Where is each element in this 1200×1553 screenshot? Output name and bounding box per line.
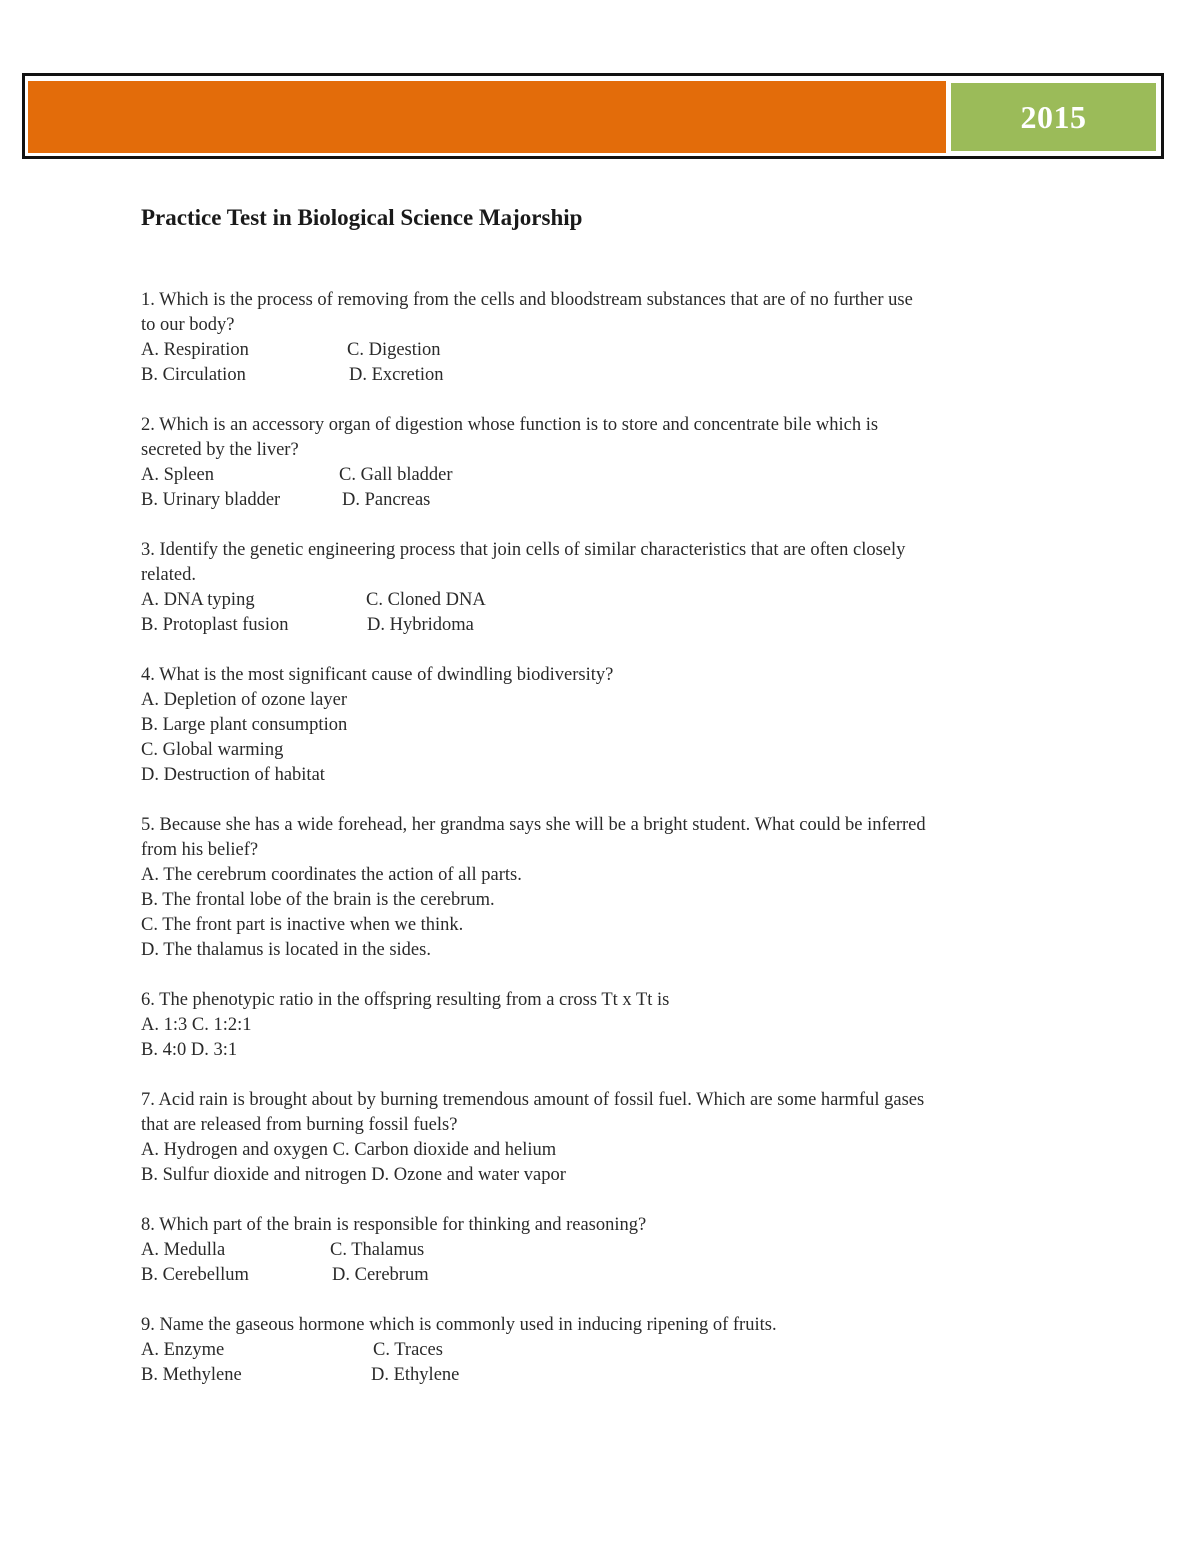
option-b: B. Circulation bbox=[141, 365, 246, 385]
question-text-continued: from his belief? bbox=[141, 840, 259, 860]
question-9-line-1 bbox=[141, 1313, 1071, 1338]
option-row bbox=[141, 463, 1071, 488]
option-row bbox=[141, 1138, 1071, 1163]
question-number: 1. bbox=[141, 290, 155, 310]
question-6 bbox=[141, 988, 1071, 1063]
option-d: D. Hybridoma bbox=[367, 615, 474, 635]
option-b: B. Large plant consumption bbox=[141, 715, 348, 735]
question-1-line-1 bbox=[141, 288, 1071, 313]
option-b-d: B. 4:0 D. 3:1 bbox=[141, 1040, 238, 1060]
option-c: C. Thalamus bbox=[330, 1240, 425, 1260]
option-c: C. The front part is inactive when we think. bbox=[141, 915, 464, 935]
option-b: B. Cerebellum bbox=[141, 1265, 249, 1285]
question-5 bbox=[141, 813, 1071, 963]
header-orange-band bbox=[28, 81, 946, 153]
question-number: 9. bbox=[141, 1315, 155, 1335]
option-a-c: A. Hydrogen and oxygen C. Carbon dioxide and helium bbox=[141, 1140, 557, 1160]
option-d: D. Excretion bbox=[349, 365, 444, 385]
option-row bbox=[141, 913, 1071, 938]
question-4 bbox=[141, 663, 1071, 788]
question-5-line-1 bbox=[141, 813, 1071, 838]
question-text: Which is the process of removing from the cells and bloodstream substances that are of no further use bbox=[159, 290, 913, 310]
option-a-c: A. 1:3 C. 1:2:1 bbox=[141, 1015, 252, 1035]
option-row bbox=[141, 338, 1071, 363]
option-b: B. Urinary bladder bbox=[141, 490, 281, 510]
option-row bbox=[141, 488, 1071, 513]
option-d: D. Destruction of habitat bbox=[141, 765, 325, 785]
option-b: B. Methylene bbox=[141, 1365, 242, 1385]
option-row bbox=[141, 1363, 1071, 1388]
header-year-box bbox=[949, 81, 1158, 153]
option-c: C. Global warming bbox=[141, 740, 284, 760]
question-number: 7. bbox=[141, 1090, 155, 1110]
option-row bbox=[141, 738, 1071, 763]
question-number: 5. bbox=[141, 815, 155, 835]
question-text-continued: secreted by the liver? bbox=[141, 440, 299, 460]
option-d: D. Cerebrum bbox=[332, 1265, 429, 1285]
question-8-line-1 bbox=[141, 1213, 1071, 1238]
option-row bbox=[141, 888, 1071, 913]
option-b: B. The frontal lobe of the brain is the cerebrum. bbox=[141, 890, 495, 910]
question-text: Because she has a wide forehead, her grandma says she will be a bright student. What could be inferred bbox=[159, 815, 926, 835]
option-row bbox=[141, 1263, 1071, 1288]
option-row bbox=[141, 938, 1071, 963]
option-row bbox=[141, 1038, 1071, 1063]
option-row bbox=[141, 1238, 1071, 1263]
question-text-continued: that are released from burning fossil fuels? bbox=[141, 1115, 458, 1135]
option-a: A. Medulla bbox=[141, 1240, 226, 1260]
question-1 bbox=[141, 288, 1071, 388]
option-c: C. Cloned DNA bbox=[366, 590, 486, 610]
question-2-line-1 bbox=[141, 413, 1071, 438]
question-text: What is the most significant cause of dwindling biodiversity? bbox=[159, 665, 614, 685]
option-b: B. Protoplast fusion bbox=[141, 615, 289, 635]
question-text: Which is an accessory organ of digestion whose function is to store and concentrate bile which is bbox=[159, 415, 879, 435]
header-inner bbox=[28, 81, 1158, 153]
option-a: A. The cerebrum coordinates the action of all parts. bbox=[141, 865, 522, 885]
option-c: C. Digestion bbox=[347, 340, 441, 360]
option-row bbox=[141, 688, 1071, 713]
option-d: D. The thalamus is located in the sides. bbox=[141, 940, 431, 960]
question-number: 4. bbox=[141, 665, 155, 685]
header-banner bbox=[22, 73, 1164, 159]
option-row bbox=[141, 863, 1071, 888]
question-text: Identify the genetic engineering process that join cells of similar characteristics that are often closely bbox=[159, 540, 906, 560]
option-d: D. Pancreas bbox=[342, 490, 431, 510]
page-title: Practice Test in Biological Science Majorship bbox=[141, 205, 583, 230]
option-row bbox=[141, 1163, 1071, 1188]
question-8 bbox=[141, 1213, 1071, 1288]
question-text-continued: related. bbox=[141, 565, 196, 585]
option-b-d: B. Sulfur dioxide and nitrogen D. Ozone and water vapor bbox=[141, 1165, 566, 1185]
question-3 bbox=[141, 538, 1071, 638]
question-text: Acid rain is brought about by burning tremendous amount of fossil fuel. Which are some harmful gases bbox=[158, 1090, 925, 1110]
question-7 bbox=[141, 1088, 1071, 1188]
question-text: The phenotypic ratio in the offspring resulting from a cross Tt x Tt is bbox=[159, 990, 670, 1010]
question-text-continued: to our body? bbox=[141, 315, 235, 335]
question-number: 8. bbox=[141, 1215, 155, 1235]
option-row bbox=[141, 763, 1071, 788]
question-2 bbox=[141, 413, 1071, 513]
question-9 bbox=[141, 1313, 1071, 1388]
question-7-line-1 bbox=[141, 1088, 1071, 1113]
option-d: D. Ethylene bbox=[371, 1365, 460, 1385]
document-body bbox=[141, 200, 1071, 1413]
option-a: A. Enzyme bbox=[141, 1340, 225, 1360]
question-6-line-1 bbox=[141, 988, 1071, 1013]
option-row bbox=[141, 713, 1071, 738]
question-text: Which part of the brain is responsible for thinking and reasoning? bbox=[159, 1215, 647, 1235]
option-row bbox=[141, 588, 1071, 613]
question-4-line-1 bbox=[141, 663, 1071, 688]
option-row bbox=[141, 613, 1071, 638]
option-a: A. Spleen bbox=[141, 465, 214, 485]
option-a: A. Respiration bbox=[141, 340, 249, 360]
question-number: 3. bbox=[141, 540, 155, 560]
option-row bbox=[141, 1013, 1071, 1038]
question-3-line-1 bbox=[141, 538, 1071, 563]
option-row bbox=[141, 1338, 1071, 1363]
option-row bbox=[141, 363, 1071, 388]
option-c: C. Traces bbox=[373, 1340, 443, 1360]
question-text: Name the gaseous hormone which is commonly used in inducing ripening of fruits. bbox=[159, 1315, 777, 1335]
question-number: 6. bbox=[141, 990, 155, 1010]
header-year: 2015 bbox=[1020, 98, 1087, 135]
question-number: 2. bbox=[141, 415, 155, 435]
option-a: A. Depletion of ozone layer bbox=[141, 690, 347, 710]
option-a: A. DNA typing bbox=[141, 590, 255, 610]
option-c: C. Gall bladder bbox=[339, 465, 453, 485]
